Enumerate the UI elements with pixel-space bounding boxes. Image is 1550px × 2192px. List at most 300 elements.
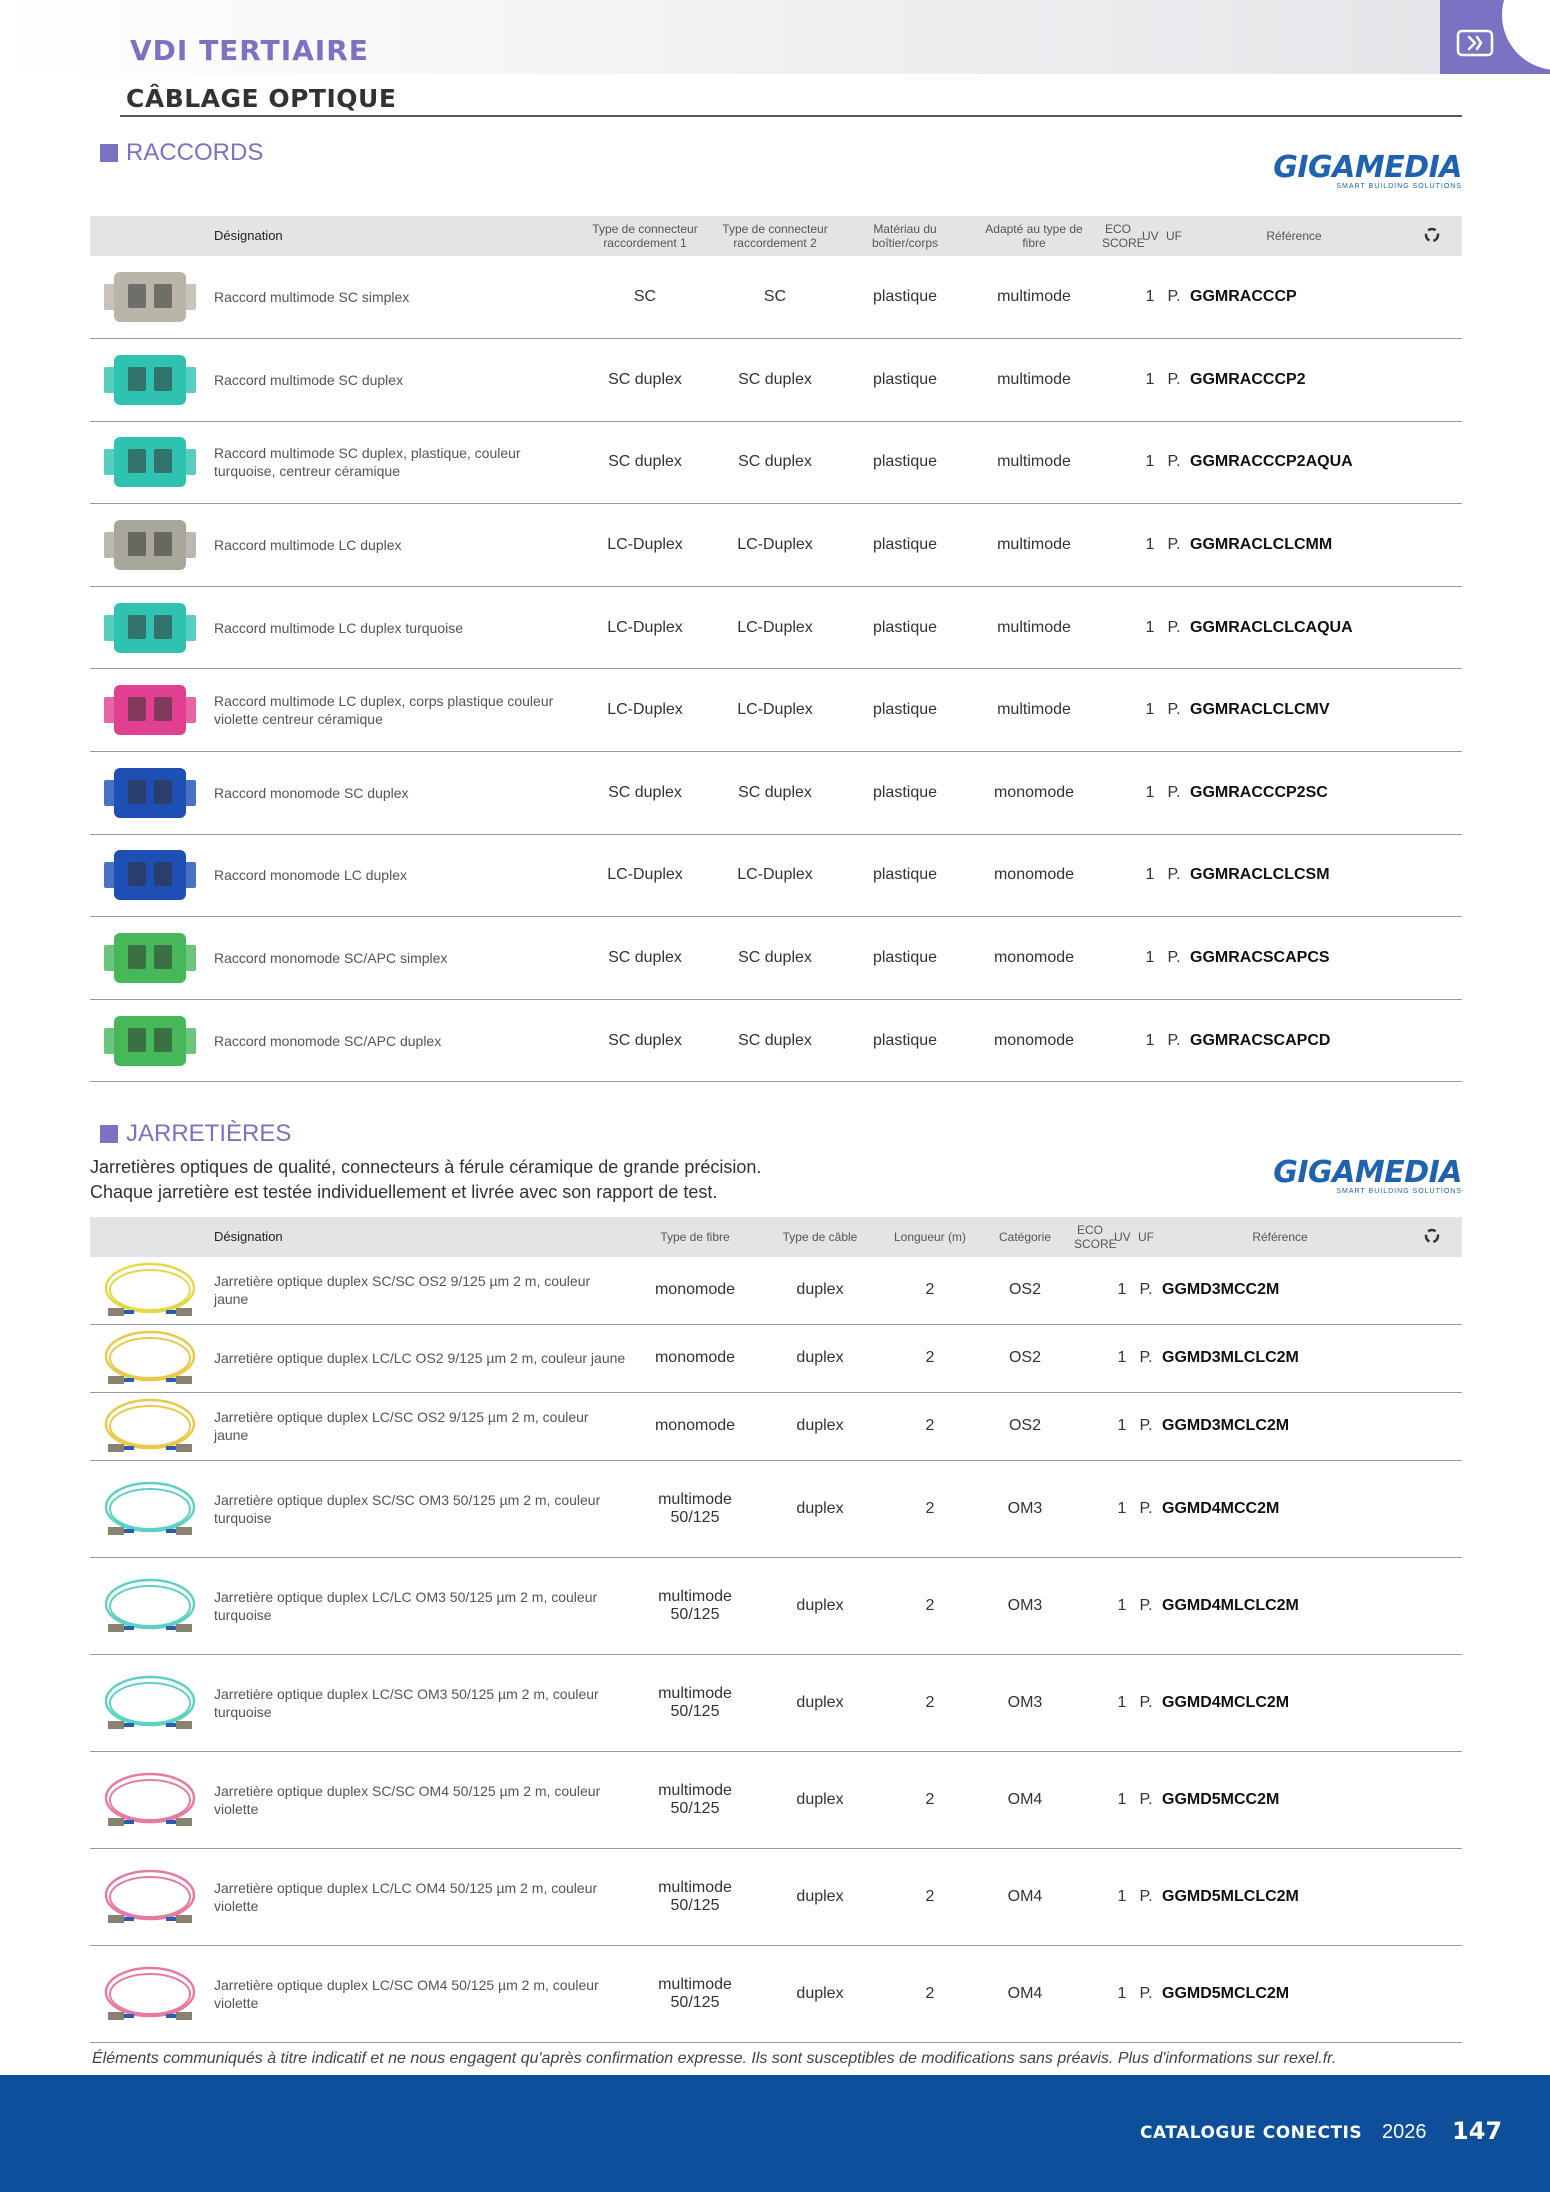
adapter-thumbnail [98,1008,202,1074]
category-cell: OM3 [980,1557,1070,1654]
table-row [90,1392,1462,1460]
table-row [90,834,1462,917]
table-row [90,752,1462,835]
table-row [90,504,1462,587]
network-socket-icon [1455,26,1499,60]
fibre-cell: multimode 50/125 [630,1751,760,1848]
patch-cord-thumbnail [98,1671,202,1735]
uv-cell: 1 [1110,1945,1134,2042]
uv-cell: 1 [1138,339,1162,422]
table-row [90,999,1462,1082]
recycle-cell [1402,1392,1462,1460]
eco-cell [1070,1460,1110,1557]
material-cell: plastique [840,752,970,835]
col-uv: UV [1114,1230,1131,1244]
designation-cell: Jarretière optique duplex LC/SC OM4 50/125 µm 2 m, couleur violette [210,1945,630,2042]
reference-cell: GGMRACCCP2 [1186,339,1402,422]
col-image [90,1217,210,1257]
uv-cell: 1 [1138,834,1162,917]
type1-cell: LC-Duplex [580,669,710,752]
uv-cell: 1 [1138,421,1162,504]
uv-cell: 1 [1138,752,1162,835]
uf-cell: P. [1134,1557,1158,1654]
product-image-cell [90,917,210,1000]
category-cell: OS2 [980,1392,1070,1460]
patch-cord-thumbnail [98,1326,202,1390]
designation-cell: Raccord monomode SC duplex [210,752,580,835]
length-cell: 2 [880,1557,980,1654]
uf-cell: P. [1134,1460,1158,1557]
fibre-cell: multimode [970,256,1098,339]
product-image-cell [90,1945,210,2042]
type1-cell: SC duplex [580,339,710,422]
col-type1: Type de connecteur raccordement 1 [592,222,698,250]
heading-square [100,144,118,162]
reference-cell: GGMD4MLCLC2M [1158,1557,1402,1654]
product-image-cell [90,1392,210,1460]
eco-cell [1098,999,1138,1082]
cable-cell: duplex [760,1557,880,1654]
adapter-thumbnail [98,842,202,908]
logo-tagline: SMART BUILDING SOLUTIONS [1336,183,1462,190]
recycle-cell [1402,1460,1462,1557]
recycle-cell [1402,1324,1462,1392]
uv-cell: 1 [1110,1848,1134,1945]
reference-cell: GGMRACSCAPCD [1186,999,1402,1082]
recycle-cell [1402,1945,1462,2042]
eco-cell [1070,1751,1110,1848]
fibre-cell: multimode [970,339,1098,422]
uv-cell: 1 [1110,1654,1134,1751]
raccords-heading-text: RACCORDS [126,139,264,166]
table-row [90,1751,1462,1848]
designation-cell: Raccord multimode SC duplex [210,339,580,422]
page-number: 147 [1452,2117,1503,2145]
table-row [90,586,1462,669]
designation-cell: Jarretière optique duplex LC/LC OM3 50/125 µm 2 m, couleur turquoise [210,1557,630,1654]
eco-cell [1070,1848,1110,1945]
recycle-cell [1402,999,1462,1082]
raccords-header-row [90,216,1462,256]
footer [0,2075,1550,2192]
product-image-cell [90,504,210,587]
col-uf: UF [1166,229,1182,243]
fibre-cell: monomode [970,752,1098,835]
col-fibre: Type de fibre [660,1230,730,1244]
fibre-cell: multimode 50/125 [630,1848,760,1945]
uv-cell: 1 [1138,999,1162,1082]
recycle-cell [1402,752,1462,835]
reference-cell: GGMD5MCC2M [1158,1751,1402,1848]
col-type2: Type de connecteur raccordement 2 [722,222,828,250]
patch-cord-thumbnail [98,1962,202,2026]
length-cell: 2 [880,1324,980,1392]
table-row [90,917,1462,1000]
cable-cell: duplex [760,1257,880,1324]
eco-cell [1098,504,1138,587]
cable-cell: duplex [760,1324,880,1392]
recycle-cell [1402,256,1462,339]
adapter-thumbnail [98,677,202,743]
uf-cell: P. [1134,1848,1158,1945]
col-material: Matériau du boîtier/corps [871,222,939,250]
col-fibre: Adapté au type de fibre [985,222,1083,250]
cable-cell: duplex [760,1751,880,1848]
table-row [90,339,1462,422]
table-row [90,1654,1462,1751]
table-row [90,1324,1462,1392]
patch-cord-thumbnail [98,1768,202,1832]
designation-cell: Raccord multimode LC duplex, corps plastique couleur violette centreur céramique [210,669,580,752]
recycle-cell [1402,1654,1462,1751]
col-uv: UV [1142,229,1159,243]
uv-cell: 1 [1138,586,1162,669]
material-cell: plastique [840,421,970,504]
fibre-cell: monomode [970,917,1098,1000]
col-reference: Référence [1266,229,1322,243]
table-row [90,1848,1462,1945]
designation-cell: Raccord monomode LC duplex [210,834,580,917]
reference-cell: GGMRACCCP2AQUA [1186,421,1402,504]
footer-year: 2026 [1382,2121,1427,2143]
type2-cell: SC duplex [710,339,840,422]
eco-cell [1098,752,1138,835]
col-eco: ECO SCORE [1102,222,1145,250]
length-cell: 2 [880,1392,980,1460]
col-length: Longueur (m) [893,1230,967,1244]
footer-catalogue: CATALOGUE CONECTIS [1140,2123,1363,2143]
eco-cell [1070,1654,1110,1751]
section-tab[interactable] [1440,0,1550,74]
table-row [90,421,1462,504]
product-image-cell [90,1848,210,1945]
type1-cell: LC-Duplex [580,586,710,669]
recycle-cell [1402,1557,1462,1654]
type1-cell: SC duplex [580,752,710,835]
category-cell: OS2 [980,1257,1070,1324]
raccords-heading [100,139,263,167]
uv-cell: 1 [1138,669,1162,752]
fibre-cell: monomode [970,834,1098,917]
recycle-cell [1402,669,1462,752]
cable-cell: duplex [760,1460,880,1557]
adapter-thumbnail [98,512,202,578]
product-image-cell [90,586,210,669]
uf-cell: P. [1162,421,1186,504]
uv-cell: 1 [1110,1557,1134,1654]
material-cell: plastique [840,917,970,1000]
adapter-thumbnail [98,429,202,495]
product-image-cell [90,1257,210,1324]
material-cell: plastique [840,834,970,917]
designation-cell: Raccord monomode SC/APC simplex [210,917,580,1000]
type1-cell: SC duplex [580,999,710,1082]
eco-cell [1098,339,1138,422]
uf-cell: P. [1134,1392,1158,1460]
raccords-table [90,216,1462,1082]
designation-cell: Jarretière optique duplex LC/SC OM3 50/125 µm 2 m, couleur turquoise [210,1654,630,1751]
material-cell: plastique [840,504,970,587]
type2-cell: LC-Duplex [710,834,840,917]
logo-word: GIGAMEDIA [1273,1155,1462,1190]
recycle-column [1402,216,1462,256]
uf-cell: P. [1134,1257,1158,1324]
heading-square [100,1125,118,1143]
material-cell: plastique [840,669,970,752]
recycle-cell [1402,586,1462,669]
designation-cell: Raccord multimode LC duplex [210,504,580,587]
cable-cell: duplex [760,1945,880,2042]
length-cell: 2 [880,1257,980,1324]
uf-cell: P. [1162,752,1186,835]
uf-cell: P. [1134,1324,1158,1392]
jarretieres-header-row [90,1217,1462,1257]
material-cell: plastique [840,256,970,339]
cable-cell: duplex [760,1848,880,1945]
uf-cell: P. [1162,669,1186,752]
gigamedia-logo [1272,1155,1462,1195]
material-cell: plastique [840,339,970,422]
eco-cell [1070,1945,1110,2042]
uv-cell: 1 [1110,1460,1134,1557]
eco-cell [1098,669,1138,752]
jarretieres-table [90,1217,1462,2043]
uv-cell: 1 [1110,1392,1134,1460]
product-image-cell [90,256,210,339]
jarretieres-intro [90,1155,761,1205]
adapter-thumbnail [98,347,202,413]
recycle-column [1402,1217,1462,1257]
patch-cord-thumbnail [98,1258,202,1322]
length-cell: 2 [880,1848,980,1945]
uf-cell: P. [1162,504,1186,587]
patch-cord-thumbnail [98,1865,202,1929]
product-image-cell [90,1324,210,1392]
col-uf: UF [1138,1230,1154,1244]
col-image [90,216,210,256]
designation-cell: Raccord multimode SC simplex [210,256,580,339]
type1-cell: SC duplex [580,917,710,1000]
product-image-cell [90,1460,210,1557]
fibre-cell: monomode [630,1392,760,1460]
eco-cell [1098,586,1138,669]
uf-cell: P. [1162,586,1186,669]
type2-cell: SC duplex [710,752,840,835]
uf-cell: P. [1134,1751,1158,1848]
designation-cell: Jarretière optique duplex LC/SC OS2 9/125 µm 2 m, couleur jaune [210,1392,630,1460]
category-cell: OM3 [980,1460,1070,1557]
reference-cell: GGMRACLCLCMM [1186,504,1402,587]
length-cell: 2 [880,1460,980,1557]
gigamedia-logo [1272,150,1462,190]
designation-cell: Raccord multimode SC duplex, plastique, couleur turquoise, centreur céramique [210,421,580,504]
eco-cell [1098,834,1138,917]
uv-cell: 1 [1138,256,1162,339]
logo-tagline: SMART BUILDING SOLUTIONS [1336,1188,1462,1195]
adapter-thumbnail [98,264,202,330]
fibre-cell: multimode [970,669,1098,752]
reference-cell: GGMD4MCC2M [1158,1460,1402,1557]
product-image-cell [90,1557,210,1654]
type2-cell: LC-Duplex [710,669,840,752]
reference-cell: GGMRACCCP [1186,256,1402,339]
col-designation: Désignation [214,1229,283,1244]
uf-cell: P. [1162,339,1186,422]
fibre-cell: multimode 50/125 [630,1460,760,1557]
product-image-cell [90,834,210,917]
uv-cell: 1 [1138,917,1162,1000]
reference-cell: GGMRACLCLCSM [1186,834,1402,917]
eco-cell [1070,1324,1110,1392]
table-row [90,1460,1462,1557]
patch-cord-thumbnail [98,1394,202,1458]
length-cell: 2 [880,1654,980,1751]
fibre-cell: monomode [630,1324,760,1392]
type2-cell: SC duplex [710,999,840,1082]
disclaimer: Éléments communiqués à titre indicatif et ne nous engagent qu'après confirmation expresse. Ils sont susceptibles de modifications sans préavis. Plus d'informations sur rexel.fr. [92,2050,1337,2067]
uf-cell: P. [1162,999,1186,1082]
col-reference: Référence [1252,1230,1308,1244]
adapter-thumbnail [98,925,202,991]
material-cell: plastique [840,586,970,669]
length-cell: 2 [880,1945,980,2042]
fibre-cell: multimode 50/125 [630,1945,760,2042]
reference-cell: GGMRACLCLCMV [1186,669,1402,752]
fibre-cell: monomode [630,1257,760,1324]
reference-cell: GGMRACSCAPCS [1186,917,1402,1000]
reference-cell: GGMD3MCLC2M [1158,1392,1402,1460]
category-cell: OS2 [980,1324,1070,1392]
col-category: Catégorie [998,1230,1052,1244]
reference-cell: GGMD5MCLC2M [1158,1945,1402,2042]
table-row [90,1257,1462,1324]
patch-cord-thumbnail [98,1574,202,1638]
type2-cell: SC duplex [710,421,840,504]
intro-line-1: Jarretières optiques de qualité, connecteurs à férule céramique de grande précision. [90,1157,762,1177]
subsection-title: CÂBLAGE OPTIQUE [126,84,397,113]
recycle-cell [1402,1257,1462,1324]
recycle-icon [1424,227,1440,243]
eco-cell [1098,917,1138,1000]
fibre-cell: monomode [970,999,1098,1082]
reference-cell: GGMD4MCLC2M [1158,1654,1402,1751]
recycle-icon [1424,1228,1440,1244]
col-designation: Désignation [214,228,283,243]
product-image-cell [90,421,210,504]
designation-cell: Jarretière optique duplex SC/SC OM4 50/125 µm 2 m, couleur violette [210,1751,630,1848]
designation-cell: Jarretière optique duplex LC/LC OM4 50/125 µm 2 m, couleur violette [210,1848,630,1945]
intro-line-2: Chaque jarretière est testée individuellement et livrée avec son rapport de test. [90,1182,718,1202]
eco-cell [1098,421,1138,504]
table-row [90,669,1462,752]
category-cell: OM3 [980,1654,1070,1751]
col-cable: Type de câble [782,1230,858,1244]
fibre-cell: multimode [970,504,1098,587]
type2-cell: SC [710,256,840,339]
eco-cell [1070,1557,1110,1654]
designation-cell: Jarretière optique duplex SC/SC OM3 50/125 µm 2 m, couleur turquoise [210,1460,630,1557]
type1-cell: LC-Duplex [580,834,710,917]
recycle-cell [1402,834,1462,917]
recycle-cell [1402,917,1462,1000]
logo-word: GIGAMEDIA [1273,150,1462,185]
recycle-cell [1402,1848,1462,1945]
product-image-cell [90,999,210,1082]
length-cell: 2 [880,1751,980,1848]
type1-cell: LC-Duplex [580,504,710,587]
category-cell: OM4 [980,1848,1070,1945]
reference-cell: GGMRACLCLCAQUA [1186,586,1402,669]
fibre-cell: multimode [970,421,1098,504]
adapter-thumbnail [98,760,202,826]
cable-cell: duplex [760,1392,880,1460]
uf-cell: P. [1134,1654,1158,1751]
uf-cell: P. [1162,917,1186,1000]
recycle-cell [1402,1751,1462,1848]
designation-cell: Raccord multimode LC duplex turquoise [210,586,580,669]
designation-cell: Jarretière optique duplex SC/SC OS2 9/125 µm 2 m, couleur jaune [210,1257,630,1324]
table-row [90,1945,1462,2042]
uv-cell: 1 [1110,1257,1134,1324]
table-row [90,256,1462,339]
jarretieres-heading-text: JARRETIÈRES [126,1120,292,1147]
recycle-cell [1402,421,1462,504]
reference-cell: GGMD5MLCLC2M [1158,1848,1402,1945]
jarretieres-heading [100,1120,291,1148]
fibre-cell: multimode 50/125 [630,1654,760,1751]
product-image-cell [90,339,210,422]
type2-cell: LC-Duplex [710,504,840,587]
uf-cell: P. [1134,1945,1158,2042]
category-cell: OM4 [980,1945,1070,2042]
uf-cell: P. [1162,256,1186,339]
tab-circle [1502,0,1550,70]
category-cell: OM4 [980,1751,1070,1848]
reference-cell: GGMD3MCC2M [1158,1257,1402,1324]
product-image-cell [90,1751,210,1848]
material-cell: plastique [840,999,970,1082]
uv-cell: 1 [1110,1751,1134,1848]
uv-cell: 1 [1110,1324,1134,1392]
type2-cell: SC duplex [710,917,840,1000]
col-eco: ECO SCORE [1074,1223,1117,1251]
uv-cell: 1 [1138,504,1162,587]
product-image-cell [90,752,210,835]
eco-cell [1070,1257,1110,1324]
type1-cell: SC [580,256,710,339]
type1-cell: SC duplex [580,421,710,504]
adapter-thumbnail [98,595,202,661]
recycle-cell [1402,504,1462,587]
uf-cell: P. [1162,834,1186,917]
product-image-cell [90,1654,210,1751]
product-image-cell [90,669,210,752]
designation-cell: Raccord monomode SC/APC duplex [210,999,580,1082]
reference-cell: GGMRACCCP2SC [1186,752,1402,835]
fibre-cell: multimode [970,586,1098,669]
title-divider [120,115,1462,117]
recycle-cell [1402,339,1462,422]
patch-cord-thumbnail [98,1477,202,1541]
designation-cell: Jarretière optique duplex LC/LC OS2 9/125 µm 2 m, couleur jaune [210,1324,630,1392]
fibre-cell: multimode 50/125 [630,1557,760,1654]
reference-cell: GGMD3MLCLC2M [1158,1324,1402,1392]
table-row [90,1557,1462,1654]
eco-cell [1070,1392,1110,1460]
section-title: VDI TERTIAIRE [130,34,369,67]
cable-cell: duplex [760,1654,880,1751]
eco-cell [1098,256,1138,339]
